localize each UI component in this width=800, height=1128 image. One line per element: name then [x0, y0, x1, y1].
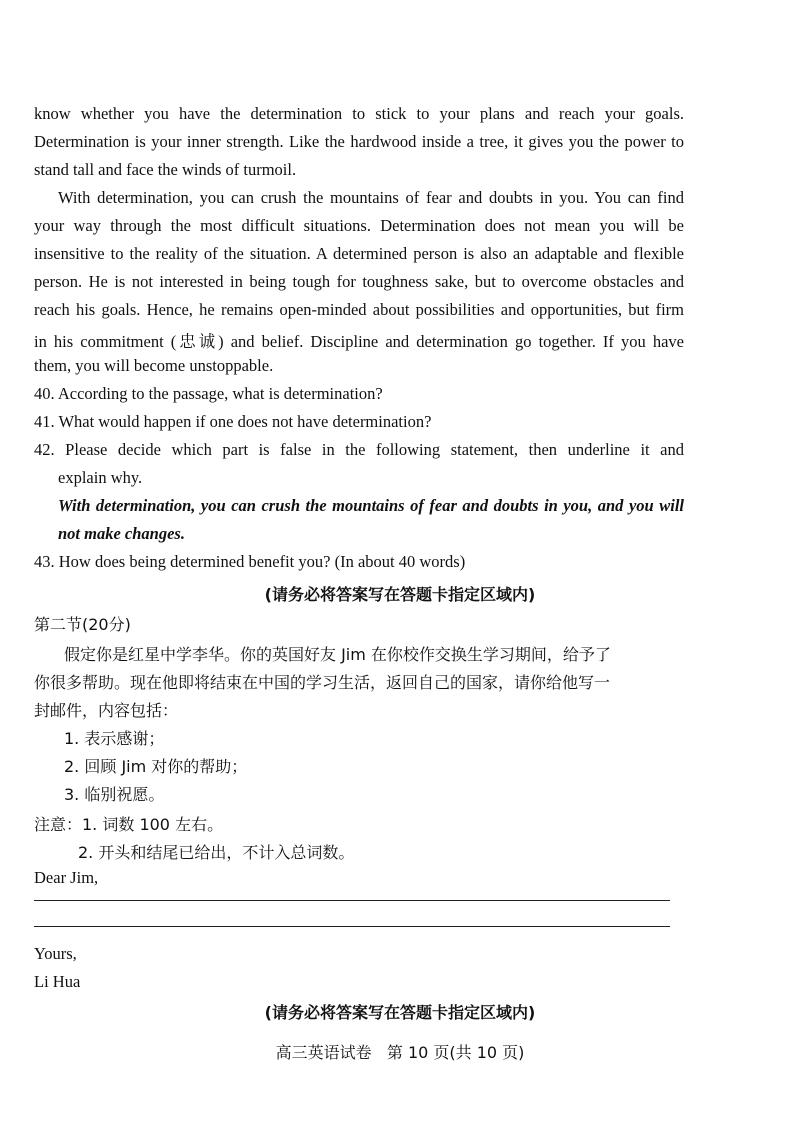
answer-line-1	[34, 900, 670, 901]
prompt-line-2: 你很多帮助。现在他即将结束在中国的学习生活，返回自己的国家，请你给他写一	[34, 673, 611, 692]
passage-line-8: reach his goals. Hence, he remains open-minded about possibilities and opportunities, but firm	[34, 300, 684, 319]
question-43: 43. How does being determined benefit you? (In about 40 words)	[34, 552, 466, 571]
note-1: 注意：1. 词数 100 左右。	[34, 815, 224, 834]
prompt-item-3: 3. 临别祝愿。	[64, 785, 165, 804]
answer-notice-2: (请务必将答案写在答题卡指定区域内)	[264, 1003, 536, 1022]
passage-line-4: With determination, you can crush the mountains of fear and doubts in you. You can find	[58, 188, 684, 207]
prompt-line-3: 封邮件，内容包括：	[34, 701, 179, 720]
passage-line-7: person. He is not interested in being tough for toughness sake, but to overcome obstacles and	[34, 272, 684, 291]
passage-line-2: Determination is your inner strength. Like the hardwood inside a tree, it gives you the power to	[34, 132, 684, 151]
passage-line-1: know whether you have the determination to stick to your plans and reach your goals.	[34, 104, 684, 123]
prompt-item-1: 1. 表示感谢；	[64, 729, 165, 748]
answer-line-2	[34, 926, 670, 927]
prompt-item-2: 2. 回顾 Jim 对你的帮助；	[64, 757, 248, 776]
passage-line-3: stand tall and face the winds of turmoil.	[34, 160, 297, 179]
question-42: 42. Please decide which part is false in the following statement, then underline it and	[34, 440, 684, 459]
section-heading: 第二节(20分)	[34, 615, 131, 634]
letter-greeting: Dear Jim,	[34, 868, 99, 887]
passage-line-9: in his commitment (忠诚) and belief. Discipline and determination go together. If you have	[34, 332, 684, 351]
letter-closing: Yours,	[34, 944, 77, 963]
passage-line-6: insensitive to the reality of the situation. A determined person is also an adaptable and flexible	[34, 244, 684, 263]
passage-line-10: them, you will become unstoppable.	[34, 356, 274, 375]
page-footer: 高三英语试卷 第 10 页(共 10 页)	[275, 1043, 525, 1062]
note-2: 2. 开头和结尾已给出，不计入总词数。	[78, 843, 355, 862]
question-42-statement-cont: not make changes.	[58, 524, 185, 543]
prompt-line-1: 假定你是红星中学李华。你的英国好友 Jim 在你校作交换生学习期间，给予了	[64, 645, 611, 664]
passage-line-5: your way through the most difficult situations. Determination does not mean you will be	[34, 216, 684, 235]
letter-signature: Li Hua	[34, 972, 81, 991]
question-42-statement: With determination, you can crush the mountains of fear and doubts in you, and you will	[58, 496, 684, 515]
question-40: 40. According to the passage, what is determination?	[34, 384, 383, 403]
question-41: 41. What would happen if one does not have determination?	[34, 412, 432, 431]
answer-notice: (请务必将答案写在答题卡指定区域内)	[264, 585, 536, 604]
question-42-cont: explain why.	[58, 468, 143, 487]
